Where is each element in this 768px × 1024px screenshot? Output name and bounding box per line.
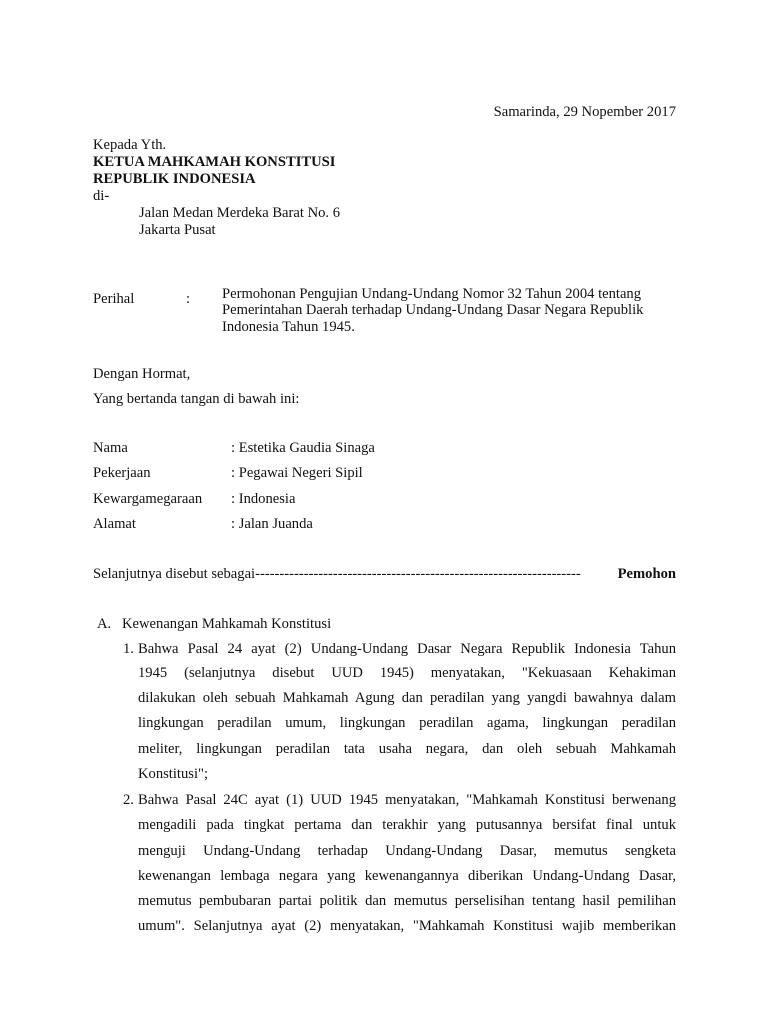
point-2-line-1: Bahwa Pasal 24C ayat (1) UUD 1945 menyatakan, "Mahkamah Konstitusi berwenang xyxy=(138,792,676,808)
point-2-line-4: kewenangan lembaga negara yang kewenangannya diberikan Undang-Undang Dasar, xyxy=(138,868,676,884)
point-2-line-5: memutus pembubaran partai politik dan memutus perselisihan tentang hasil pemilihan xyxy=(138,893,676,909)
designation-term: Pemohon xyxy=(617,566,676,582)
point-2-line-3: menguji Undang-Undang terhadap Undang-Undang Dasar, memutus sengketa xyxy=(138,843,676,859)
recipient-address-line2: Jakarta Pusat xyxy=(139,222,216,238)
salutation: Kepada Yth. xyxy=(93,137,167,153)
recipient-address-line1: Jalan Medan Merdeka Barat No. 6 xyxy=(139,205,340,221)
section-a-title: Kewenangan Mahkamah Konstitusi xyxy=(122,616,332,632)
point-1-line-1: Bahwa Pasal 24 ayat (2) Undang-Undang Dasar Negara Republik Indonesia Tahun xyxy=(138,641,676,657)
designation-line xyxy=(93,566,676,583)
identity-value-pekerjaan: : Pegawai Negeri Sipil xyxy=(231,465,363,481)
point-1-line-6: Konstitusi"; xyxy=(138,766,209,782)
place-date: Samarinda, 29 Nopember 2017 xyxy=(493,104,676,120)
section-a-marker: A. xyxy=(97,616,112,632)
point-2-line-6: umum". Selanjutnya ayat (2) menyatakan, "Mahkamah Konstitusi wajib memberikan xyxy=(138,918,676,934)
point-1-line-3: dilakukan oleh sebuah Mahkamah Agung dan peradilan yang yangdi bawahnya dalam xyxy=(138,690,676,706)
intro-text: Yang bertanda tangan di bawah ini: xyxy=(93,391,300,407)
subject-line2: Pemerintahan Daerah terhadap Undang-Undang Dasar Negara Republik xyxy=(222,302,644,318)
identity-label-nama: Nama xyxy=(93,440,128,456)
identity-value-nama: : Estetika Gaudia Sinaga xyxy=(231,440,375,456)
identity-label-kewarganegaraan: Kewargamegaraan xyxy=(93,491,203,507)
subject-label: Perihal xyxy=(93,291,135,307)
point-2-line-2: mengadili pada tingkat pertama dan terakhir yang putusannya bersifat final untuk xyxy=(138,817,676,833)
point-1-line-5: meliter, lingkungan peradilan tata usaha negara, dan oleh sebuah Mahkamah xyxy=(138,741,676,757)
recipient-title-line2: REPUBLIK INDONESIA xyxy=(93,171,256,187)
point-number: 2. xyxy=(123,792,134,808)
recipient-title-line1: KETUA MAHKAMAH KONSTITUSI xyxy=(93,154,336,170)
identity-label-alamat: Alamat xyxy=(93,516,136,532)
subject-line3: Indonesia Tahun 1945. xyxy=(222,319,355,335)
identity-value-alamat: : Jalan Juanda xyxy=(231,516,313,532)
subject-line1: Permohonan Pengujian Undang-Undang Nomor 32 Tahun 2004 tentang xyxy=(222,286,642,302)
identity-label-pekerjaan: Pekerjaan xyxy=(93,465,151,481)
greeting: Dengan Hormat, xyxy=(93,366,191,382)
point-1-line-2: 1945 (selanjutnya disebut UUD 1945) menyatakan, "Kekuasaan Kehakiman xyxy=(138,665,676,681)
designation-text: Selanjutnya disebut sebagai------------------------------------------------------------------- xyxy=(93,566,581,582)
point-number: 1. xyxy=(123,641,134,657)
subject-colon: : xyxy=(186,291,191,307)
recipient-di: di- xyxy=(93,188,110,204)
point-1-line-4: lingkungan peradilan umum, lingkungan peradilan agama, lingkungan peradilan xyxy=(138,715,676,731)
identity-value-kewarganegaraan: : Indonesia xyxy=(231,491,296,507)
